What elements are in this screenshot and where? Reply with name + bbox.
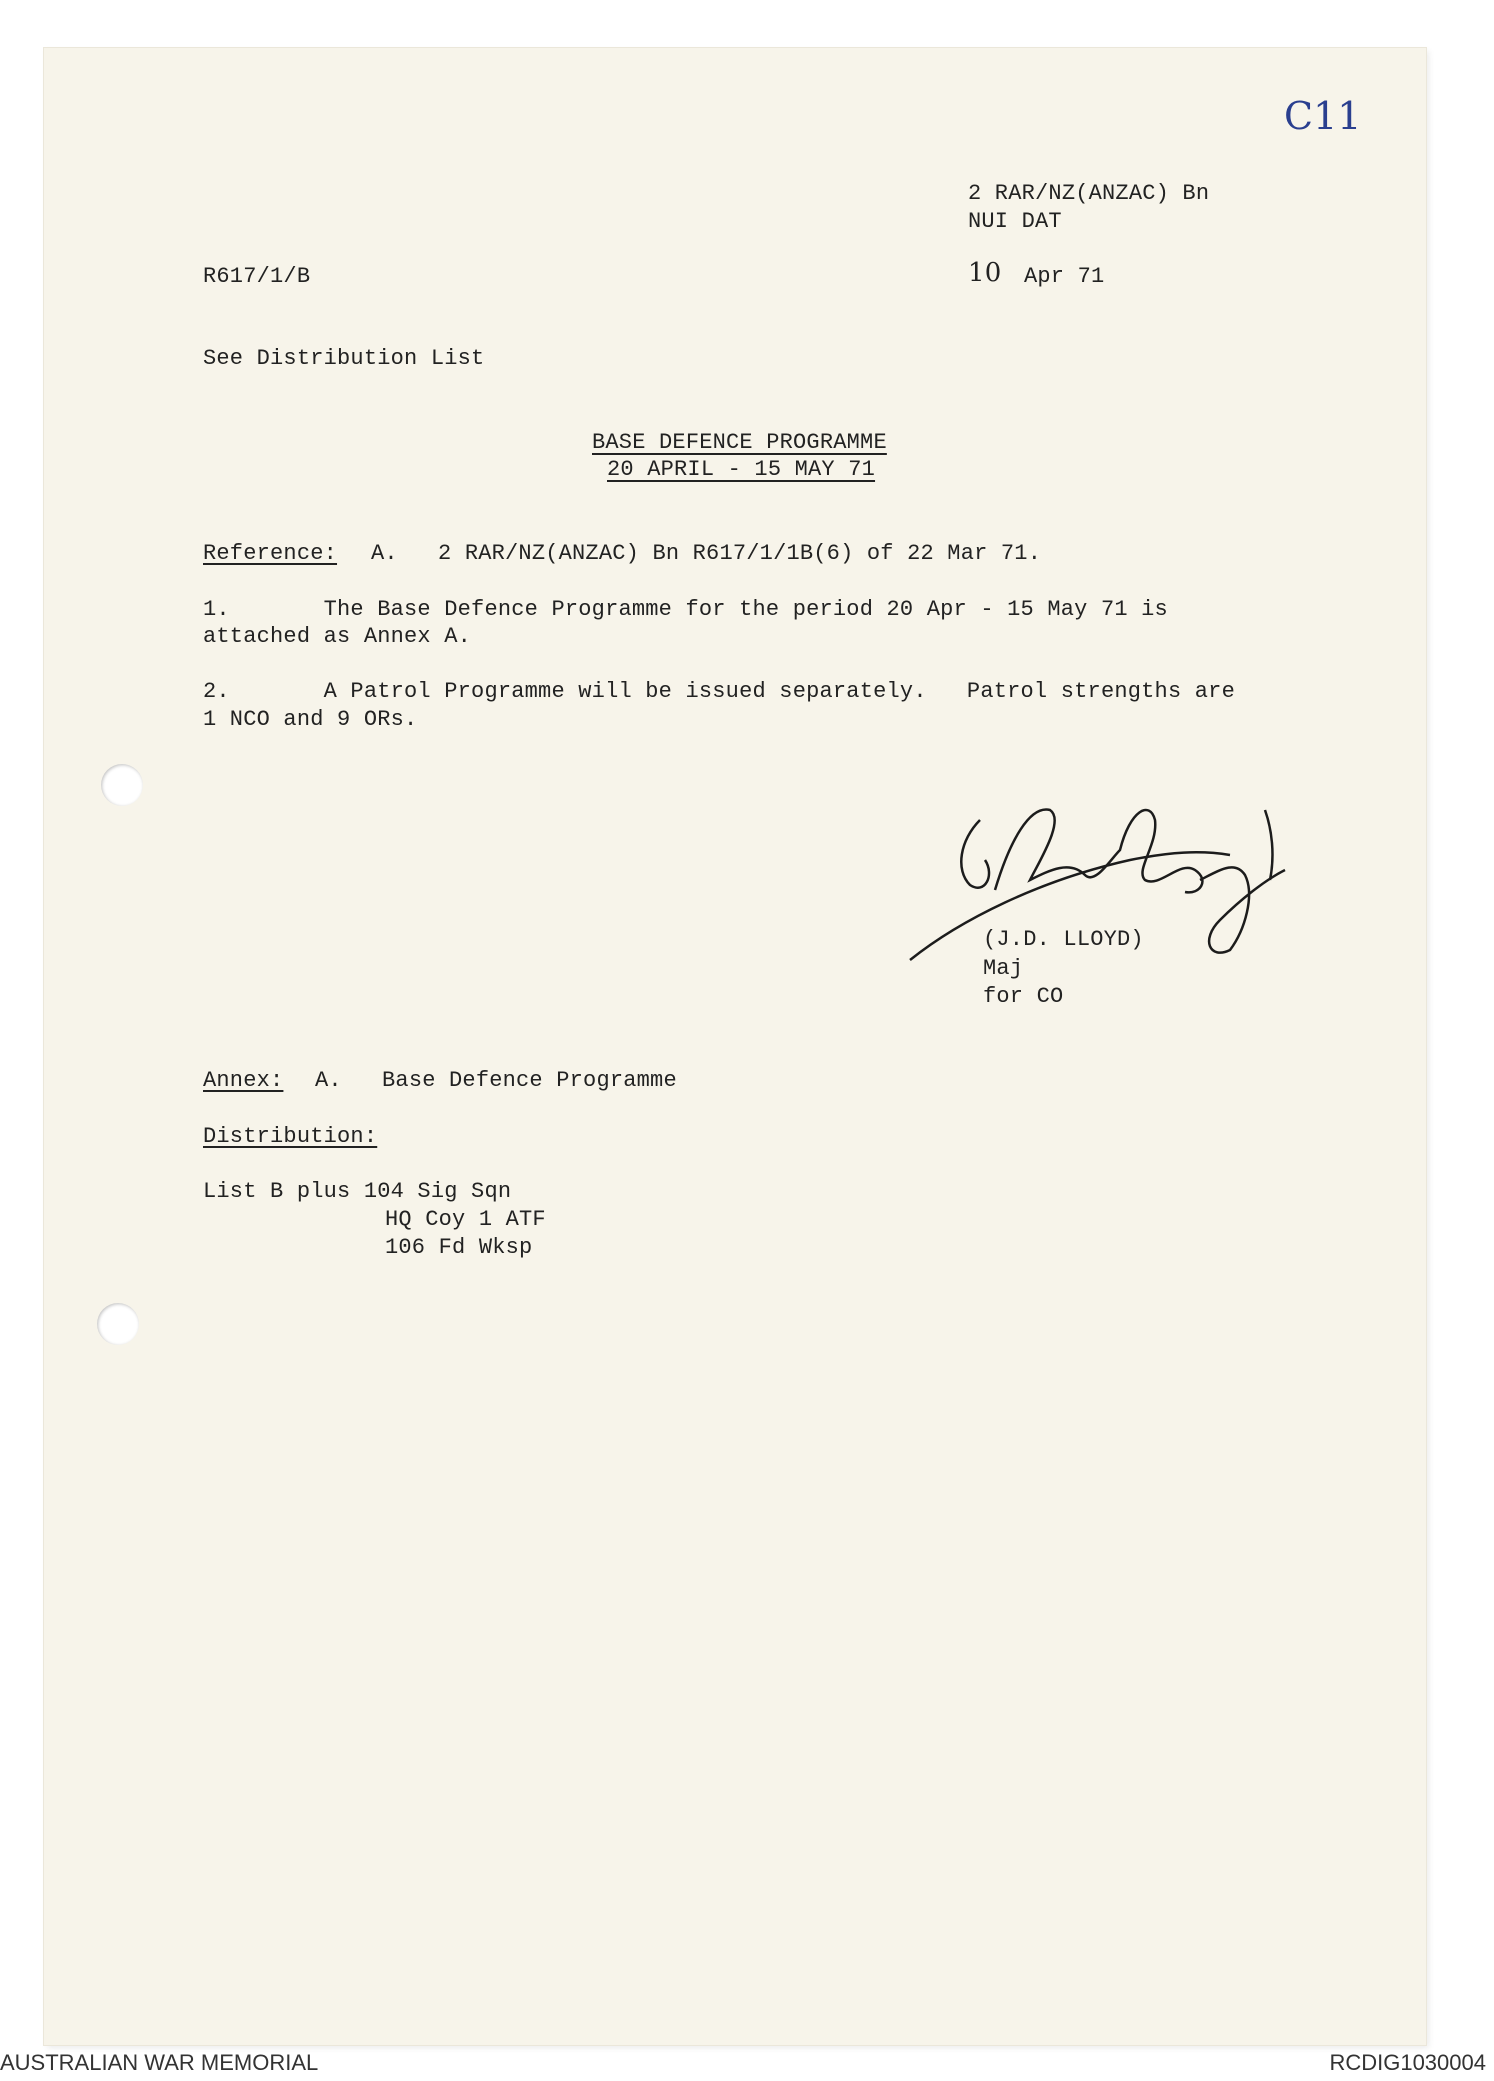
signatory-name: (J.D. LLOYD) — [983, 927, 1144, 952]
punch-hole-top — [101, 764, 143, 806]
unit-location: NUI DAT — [968, 209, 1062, 234]
distribution-label: Distribution: — [203, 1124, 378, 1149]
document-title-line2: 20 APRIL - 15 MAY 71 — [607, 457, 876, 482]
paragraph-1-line-2: attached as Annex A. — [203, 624, 472, 649]
distribution-line-3: 106 Fd Wksp — [385, 1235, 533, 1260]
annex-label: Annex: — [203, 1068, 284, 1093]
distribution-line-1: List B plus 104 Sig Sqn — [203, 1179, 512, 1204]
document-title-line1: BASE DEFENCE PROGRAMME — [592, 430, 887, 455]
unit-name: 2 RAR/NZ(ANZAC) Bn — [968, 181, 1210, 206]
signatory-capacity: for CO — [983, 984, 1064, 1009]
footer-source: AUSTRALIAN WAR MEMORIAL — [0, 2050, 319, 2075]
reference-item: A. 2 RAR/NZ(ANZAC) Bn R617/1/1B(6) of 22 Mar 71. — [371, 541, 1042, 566]
paragraph-2-line-1: 2. A Patrol Programme will be issued separately. Patrol strengths are — [203, 679, 1235, 704]
handwritten-page-mark: C11 — [1284, 94, 1362, 138]
annex-item: A. Base Defence Programme — [315, 1068, 677, 1093]
footer-identifier: RCDIG1030004 — [1329, 2050, 1486, 2075]
reference-label: Reference: — [203, 541, 338, 566]
addressee: See Distribution List — [203, 346, 485, 371]
paragraph-1-line-1: 1. The Base Defence Programme for the period 20 Apr - 15 May 71 is — [203, 597, 1168, 622]
file-reference: R617/1/B — [203, 264, 311, 289]
date-day-handwritten: 10 — [968, 258, 1002, 288]
paragraph-2-line-2: 1 NCO and 9 ORs. — [203, 707, 418, 732]
punch-hole-bottom — [97, 1303, 139, 1345]
signatory-rank: Maj — [983, 956, 1024, 981]
distribution-line-2: HQ Coy 1 ATF — [385, 1207, 546, 1232]
date-month-year: Apr 71 — [1024, 264, 1105, 289]
